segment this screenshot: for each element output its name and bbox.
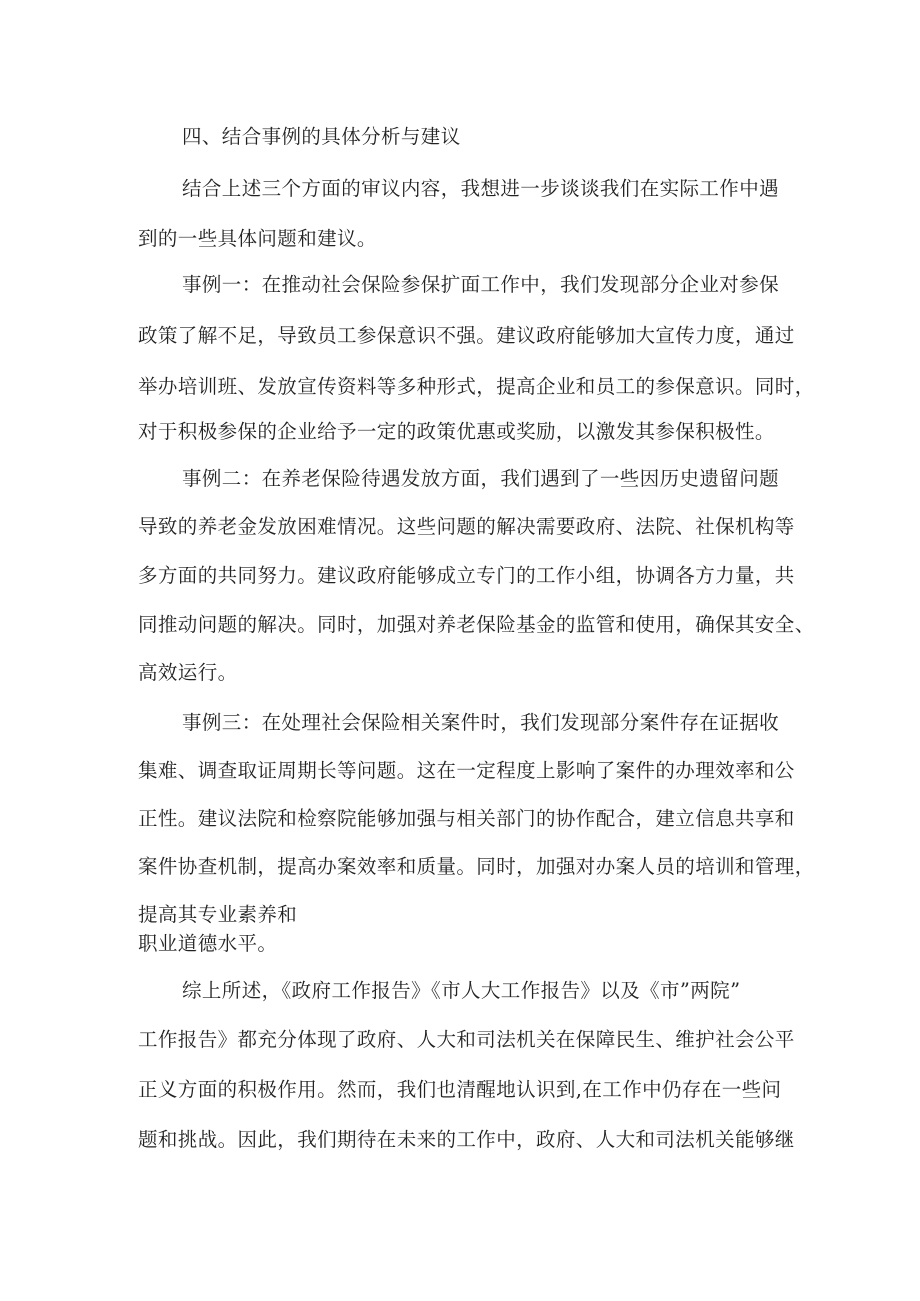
paragraph-line: 事例二：在养老保险待遇发放方面，我们遇到了一些因历史遗留问题 [182, 467, 780, 490]
paragraph-line: 事例一：在推动社会保险参保扩面工作中，我们发现部分企业对参保 [182, 273, 780, 296]
paragraph-line: 同推动问题的解决。同时，加强对养老保险基金的监管和使用，确保其安全、 [138, 613, 815, 636]
paragraph-line: 工作报告》都充分体现了政府、人大和司法机关在保障民生、维护社会公平 [138, 1028, 795, 1051]
paragraph-line: 结合上述三个方面的审议内容，我想进一步谈谈我们在实际工作中遇 [182, 177, 780, 200]
paragraph-line: 正义方面的积极作用。然而，我们也清醒地认识到,在工作中仍存在一些问 [138, 1078, 782, 1101]
paragraph-line: 导致的养老金发放困难情况。这些问题的解决需要政府、法院、社保机构等 [138, 515, 795, 538]
paragraph-line: 事例三：在处理社会保险相关案件时，我们发现部分案件存在证据收 [182, 711, 780, 734]
paragraph-line: 高效运行。 [138, 661, 238, 684]
paragraph-line: 集难、调查取证周期长等问题。这在一定程度上影响了案件的办理效率和公 [138, 759, 795, 782]
paragraph-line: 提高其专业素养和 [138, 903, 298, 926]
paragraph-line: 综上所述，《政府工作报告》《市人大工作报告》以及《市”两院” [182, 979, 741, 1002]
paragraph-line: 正性。建议法院和检察院能够加强与相关部门的协作配合，建立信息共享和 [138, 807, 795, 830]
paragraph-line: 题和挑战。因此，我们期待在未来的工作中，政府、人大和司法机关能够继 [138, 1128, 795, 1151]
paragraph-line: 到的一些具体问题和建议。 [138, 227, 377, 250]
paragraph-line: 举办培训班、发放宣传资料等多种形式，提高企业和员工的参保意识。同时， [138, 375, 815, 398]
paragraph-line: 案件协查机制，提高办案效率和质量。同时，加强对办案人员的培训和管理， [138, 855, 815, 878]
paragraph-line: 对于积极参保的企业给予一定的政策优惠或奖励，以激发其参保积极性。 [138, 420, 775, 443]
paragraph-line: 政策了解不足，导致员工参保意识不强。建议政府能够加大宣传力度，通过 [138, 324, 795, 347]
section-heading: 四、结合事例的具体分析与建议 [182, 125, 461, 148]
paragraph-line: 多方面的共同努力。建议政府能够成立专门的工作小组，协调各方力量，共 [138, 564, 795, 587]
paragraph-line: 职业道德水平。 [138, 932, 278, 955]
